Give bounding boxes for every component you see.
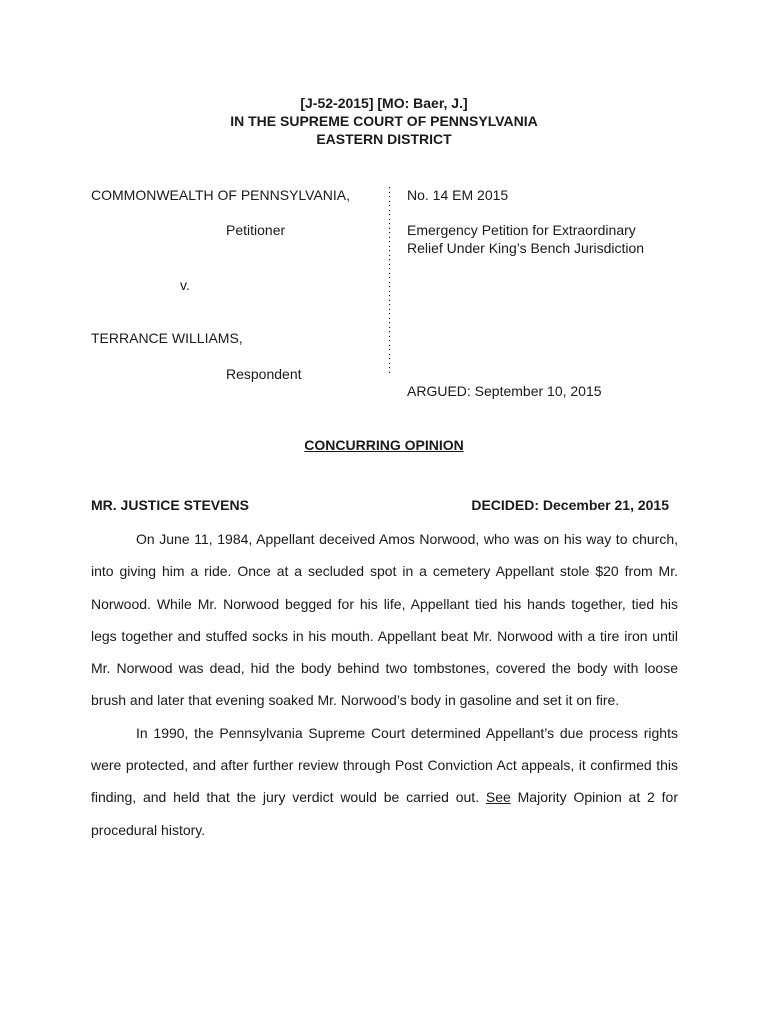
opinion-body — [91, 523, 678, 846]
petition-type-line1: Emergency Petition for Extraordinary — [407, 222, 636, 238]
paragraph-2-text: In 1990, the Pennsylvania Supreme Court determined Appellant’s due process rights were protected, and after further review through Post Conviction Act appeals, it confirmed this finding, and held that the jury verdict would be carried out. — [91, 724, 678, 806]
opinion-author: MR. JUSTICE STEVENS — [91, 497, 249, 513]
argued-date: ARGUED: September 10, 2015 — [407, 383, 602, 399]
respondent-name: TERRANCE WILLIAMS, — [91, 330, 243, 346]
respondent-role: Respondent — [226, 366, 302, 382]
body-paragraph-2 — [91, 717, 678, 846]
docket-number: No. 14 EM 2015 — [407, 187, 509, 203]
paragraph-2-citation: Majority Opinion at 2 for procedural history. — [91, 789, 678, 838]
versus-label: v. — [180, 277, 190, 293]
body-paragraph-1: On June 11, 1984, Appellant deceived Amos Norwood, who was on his way to church, into giving him a ride. Once at a secluded spot in a cemetery Appellant stole $20 from Mr. Norwood. While Mr. Norwood begged for his life, Appellant tied his hands together, tied his legs together and stuffed socks in his mouth. Appellant beat Mr. Norwood with a tire iron until Mr. Norwood was dead, hid the body behind two tombstones, covered the body with loose brush and later that evening soaked Mr. Norwood’s body in gasoline and set it on fire. — [91, 531, 678, 709]
caption-colon-divider: : : : : : : : : : : : : : : : : : : : : : — [388, 184, 392, 376]
opinion-title — [0, 436, 768, 454]
petition-type-line2: Relief Under King’s Bench Jurisdiction — [407, 240, 645, 256]
see-signal: See — [485, 789, 511, 806]
court-name: IN THE SUPREME COURT OF PENNSYLVANIA — [230, 113, 538, 129]
decided-date: DECIDED: December 21, 2015 — [471, 497, 669, 513]
court-header — [0, 94, 768, 148]
court-district: EASTERN DISTRICT — [316, 131, 452, 147]
petitioner-role: Petitioner — [226, 222, 286, 238]
opinion-title-text: CONCURRING OPINION — [304, 437, 464, 453]
case-reference: [J-52-2015] [MO: Baer, J.] — [300, 95, 468, 111]
petitioner-name: COMMONWEALTH OF PENNSYLVANIA, — [91, 187, 351, 203]
